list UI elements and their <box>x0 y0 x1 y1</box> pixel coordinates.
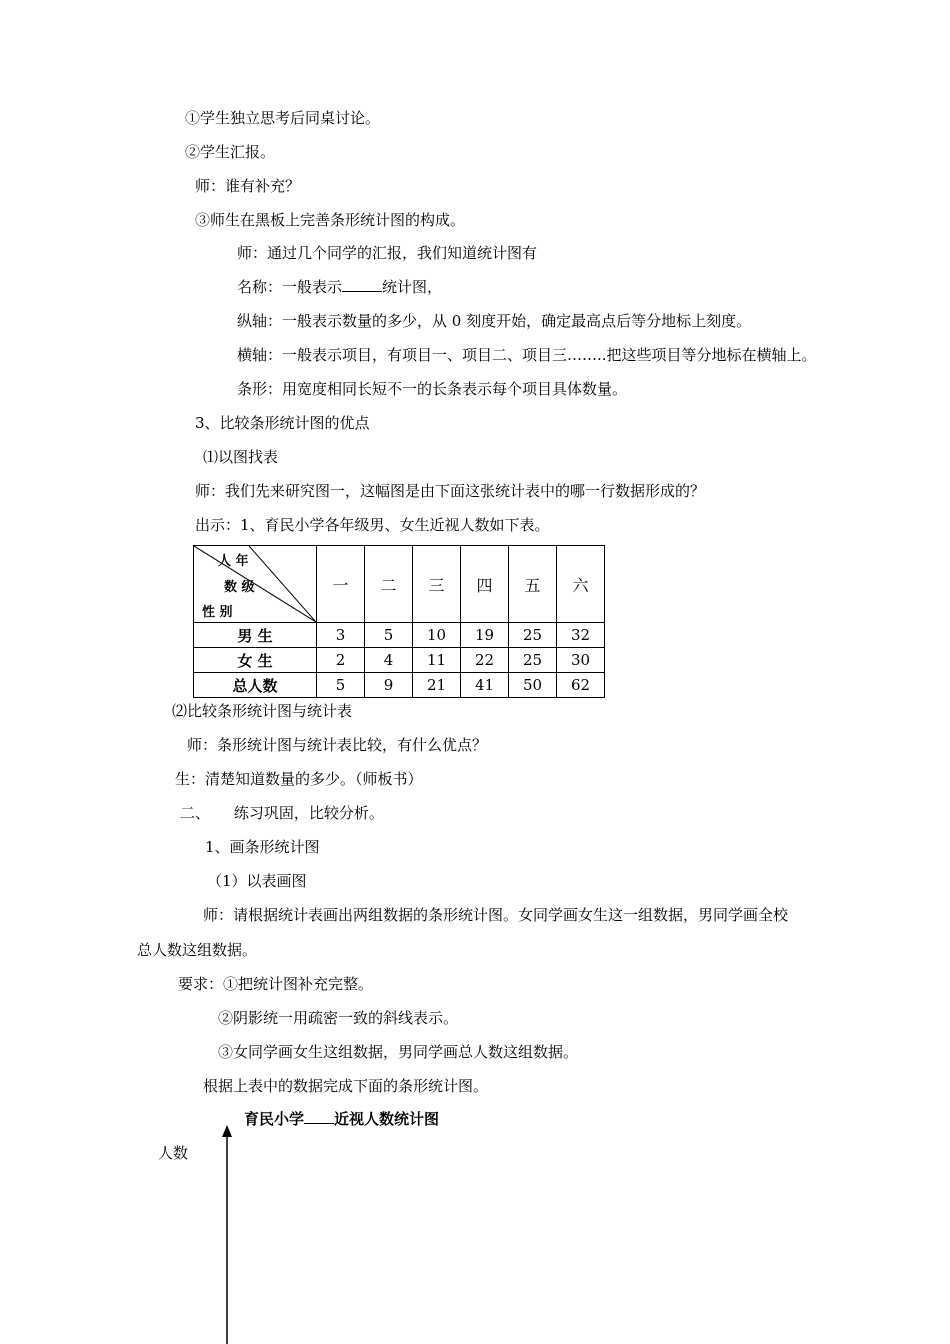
table-cell: 22 <box>461 648 509 673</box>
text-line: 总人数这组数据。 <box>137 941 258 959</box>
table-row <box>194 623 605 648</box>
table-cell: 10 <box>413 623 461 648</box>
table-cell: 5 <box>317 673 365 698</box>
table-cell: 9 <box>365 673 413 698</box>
myopia-table <box>193 545 605 698</box>
text-line: ⑵比较条形统计图与统计表 <box>172 702 353 720</box>
table-cell: 32 <box>557 623 605 648</box>
text-line: 要求：①把统计图补充完整。 <box>178 975 374 993</box>
table-cell: 50 <box>509 673 557 698</box>
text-line: 师：我们先来研究图一，这幅图是由下面这张统计表中的哪一行数据形成的？ <box>195 482 706 500</box>
text-segment: 名称：一般表示 <box>237 278 343 296</box>
corner-label-top: 人 年 <box>218 554 249 569</box>
chart-title-part: 育民小学 <box>244 1110 305 1128</box>
text-line: 横轴：一般表示项目，有项目一、项目二、项目三……..把这些项目等分地标在横轴上。 <box>237 346 817 364</box>
table-corner-header <box>194 546 317 623</box>
text-segment: 统计图， <box>382 278 443 296</box>
table-cell: 5 <box>365 623 413 648</box>
text-line: 条形：用宽度相同长短不一的长条表示每个项目具体数量。 <box>237 380 628 398</box>
grade-header: 一 <box>317 546 365 623</box>
table-cell: 62 <box>557 673 605 698</box>
table-cell: 30 <box>557 648 605 673</box>
corner-label-mid: 数 级 <box>224 580 255 595</box>
y-axis-arrow <box>215 1125 239 1344</box>
grade-header: 六 <box>557 546 605 623</box>
table-cell: 41 <box>461 673 509 698</box>
section-heading: 二、 练习巩固，比较分析。 <box>180 804 384 822</box>
text-line: ③女同学画女生这组数据，男同学画总人数这组数据。 <box>218 1043 579 1061</box>
text-line: 师：通过几个同学的汇报，我们知道统计图有 <box>237 244 538 262</box>
chart-title-part: 近视人数统计图 <box>334 1110 440 1128</box>
text-line: ①学生独立思考后同桌讨论。 <box>185 109 381 127</box>
text-line: 师：条形统计图与统计表比较，有什么优点？ <box>187 736 488 754</box>
table-cell: 25 <box>509 648 557 673</box>
row-label: 男 生 <box>194 623 317 648</box>
table-cell: 2 <box>317 648 365 673</box>
row-label: 女 生 <box>194 648 317 673</box>
text-line: 1、画条形统计图 <box>205 838 320 856</box>
grade-header: 五 <box>509 546 557 623</box>
table-row <box>194 673 605 698</box>
text-line: 师：谁有补充？ <box>195 177 301 195</box>
text-line: 出示：1、育民小学各年级男、女生近视人数如下表。 <box>195 516 550 534</box>
table-cell: 19 <box>461 623 509 648</box>
grade-header: 四 <box>461 546 509 623</box>
table-cell: 11 <box>413 648 461 673</box>
text-line: 师：请根据统计表画出两组数据的条形统计图。女同学画女生这一组数据，男同学画全校 <box>203 906 789 924</box>
text-line: ②学生汇报。 <box>185 143 276 161</box>
row-label: 总人数 <box>194 673 317 698</box>
table-cell: 3 <box>317 623 365 648</box>
grade-header: 三 <box>413 546 461 623</box>
table-row <box>194 648 605 673</box>
chart-title <box>244 1108 439 1129</box>
table-cell: 4 <box>365 648 413 673</box>
text-line: （1）以表画图 <box>207 872 307 890</box>
grade-header: 二 <box>365 546 413 623</box>
fill-blank <box>304 1109 334 1124</box>
text-line: ③师生在黑板上完善条形统计图的构成。 <box>195 211 466 229</box>
table-cell: 21 <box>413 673 461 698</box>
text-line: ⑴以图找表 <box>203 448 279 466</box>
text-line: 纵轴：一般表示数量的多少，从 0 刻度开始，确定最高点后等分地标上刻度。 <box>237 312 752 330</box>
section-heading: 3、比较条形统计图的优点 <box>195 414 370 432</box>
corner-label-bottom: 性 别 <box>202 605 233 620</box>
text-line <box>237 277 442 297</box>
text-line: 生：清楚知道数量的多少。（师板书） <box>175 770 423 788</box>
fill-blank <box>342 277 382 292</box>
text-line: ②阴影统一用疏密一致的斜线表示。 <box>218 1009 459 1027</box>
y-axis-label: 人数 <box>158 1144 189 1162</box>
text-line: 根据上表中的数据完成下面的条形统计图。 <box>203 1077 489 1095</box>
table-cell: 25 <box>509 623 557 648</box>
